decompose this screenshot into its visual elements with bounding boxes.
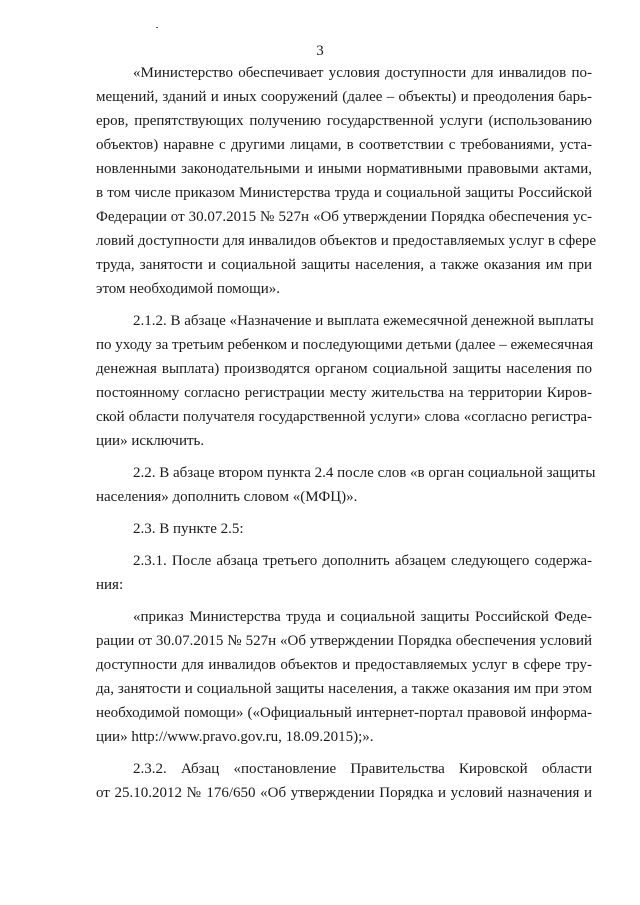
text-line: новленными законодательными и иными нормативными правовыми актами, (96, 161, 592, 177)
text-line: труда, занятости и социальной защиты населения, а также оказания им при (96, 257, 592, 273)
text-line: 2.1.2. В абзаце «Назначение и выплата ежемесячной денежной выплаты (133, 313, 594, 329)
text-line: ции» исключить. (96, 433, 205, 449)
text-line: 2.3. В пункте 2.5: (133, 521, 244, 537)
text-line: «приказ Министерства труда и социальной защиты Российской Феде- (133, 609, 592, 625)
text-line: в том числе приказом Министерства труда и социальной защиты Российской (96, 185, 592, 201)
text-line: ской области получателя государственной услуги» слова «согласно регистра- (96, 409, 592, 425)
text-line: ции» http://www.pravo.gov.ru, 18.09.2015);». (96, 729, 374, 745)
text-line: 2.3.2. Абзац «постановление Правительства Кировской области (133, 761, 592, 777)
text-line: рации от 30.07.2015 № 527н «Об утверждении Порядка обеспечения условий (96, 633, 592, 649)
text-line: денежная выплата) производятся органом социальной защиты населения по (96, 361, 592, 377)
text-line: необходимой помощи» («Официальный интернет-портал правовой информа- (96, 705, 592, 721)
text-line: населения» дополнить словом «(МФЦ)». (96, 489, 358, 505)
text-line: от 25.10.2012 № 176/650 «Об утверждении Порядка и условий назначения и (96, 785, 592, 801)
text-line: объектов) наравне с другими лицами, в соответствии с требованиями, уста- (96, 137, 592, 153)
text-line: ловий доступности для инвалидов объектов и предоставляемых услуг в сфере (96, 233, 597, 249)
text-line: ния: (96, 577, 124, 593)
text-line: Федерации от 30.07.2015 № 527н «Об утверждении Порядка обеспечения ус- (96, 209, 592, 225)
text-line: по уходу за третьим ребенком и последующими детьми (далее – ежемесячная (96, 337, 594, 353)
scan-speck (156, 27, 158, 28)
page-number: 3 (316, 43, 324, 59)
text-line: еров, препятствующих получению государственной услуги (использованию (96, 113, 592, 129)
text-line: 2.2. В абзаце втором пункта 2.4 после слов «в орган социальной защиты (133, 465, 596, 481)
text-line: «Министерство обеспечивает условия доступности для инвалидов по- (133, 65, 592, 81)
text-line: постоянному согласно регистрации месту жительства на территории Киров- (96, 385, 592, 401)
text-line: 2.3.1. После абзаца третьего дополнить абзацем следующего содержа- (133, 553, 592, 569)
text-line: да, занятости и социальной защиты населения, а также оказания им при этом (96, 681, 592, 697)
text-line: этом необходимой помощи». (96, 281, 280, 297)
text-line: мещений, зданий и иных сооружений (далее – объекты) и преодоления барь- (96, 89, 592, 105)
text-line: доступности для инвалидов объектов и предоставляемых услуг в сфере тру- (96, 657, 592, 673)
